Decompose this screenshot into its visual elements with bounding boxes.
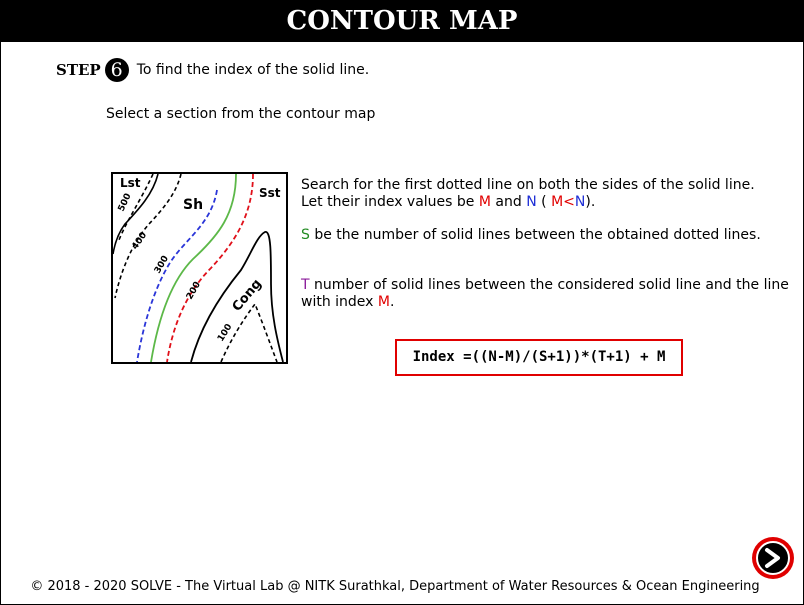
description-line1a: Search for the first dotted line on both the sides of the solid line. bbox=[301, 177, 755, 193]
text-and: and bbox=[490, 194, 527, 210]
contour-map[interactable] bbox=[111, 172, 288, 364]
label-100: 100 bbox=[216, 322, 235, 344]
description-line3-end: . bbox=[390, 294, 395, 310]
step-label: STEP bbox=[56, 61, 101, 79]
description-s bbox=[301, 227, 796, 244]
chevron-right-icon bbox=[762, 547, 784, 569]
contour-blue-dashed[interactable] bbox=[137, 190, 217, 362]
instruction-text: Select a section from the contour map bbox=[106, 106, 376, 122]
description-line2: be the number of solid lines between the obtained dotted lines. bbox=[309, 227, 761, 243]
paren-open: ( bbox=[536, 194, 552, 210]
label-200: 200 bbox=[184, 280, 203, 302]
description-t bbox=[301, 277, 796, 311]
var-s: S bbox=[301, 227, 310, 243]
var-m-3: M bbox=[377, 294, 390, 310]
var-n-2: N bbox=[574, 194, 586, 210]
description-line1b: Let their index values be bbox=[301, 194, 479, 210]
step-text: To find the index of the solid line. bbox=[136, 62, 370, 78]
next-button-inner bbox=[756, 541, 790, 575]
var-t: T bbox=[301, 277, 310, 293]
index-formula: Index =((N-M)/(S+1))*(T+1) + M bbox=[395, 339, 683, 376]
contour-map-svg bbox=[113, 174, 286, 362]
label-300: 300 bbox=[152, 254, 171, 276]
label-lst: Lst bbox=[120, 176, 141, 190]
label-500: 500 bbox=[116, 192, 134, 214]
var-m-2: M bbox=[551, 194, 564, 210]
footer-copyright: © 2018 - 2020 SOLVE - The Virtual Lab @ NITK Surathkal, Department of Water Resources & Ocean Engineering bbox=[30, 579, 760, 594]
step-number-badge: 6 bbox=[105, 58, 129, 82]
label-400: 400 bbox=[130, 230, 150, 252]
page-title: CONTOUR MAP bbox=[0, 0, 804, 42]
var-n: N bbox=[526, 194, 537, 210]
label-sh: Sh bbox=[183, 197, 204, 213]
description-line3: number of solid lines between the considered solid line and the line with index bbox=[301, 277, 789, 310]
label-sst: Sst bbox=[259, 186, 281, 200]
var-m: M bbox=[478, 194, 491, 210]
next-button[interactable] bbox=[752, 537, 794, 579]
less-than: < bbox=[563, 194, 575, 210]
step-row bbox=[56, 57, 369, 83]
paren-close: ). bbox=[585, 194, 596, 210]
contour-red-dashed[interactable] bbox=[167, 174, 253, 362]
label-cong: Cong bbox=[229, 276, 265, 315]
description-search bbox=[301, 177, 796, 211]
